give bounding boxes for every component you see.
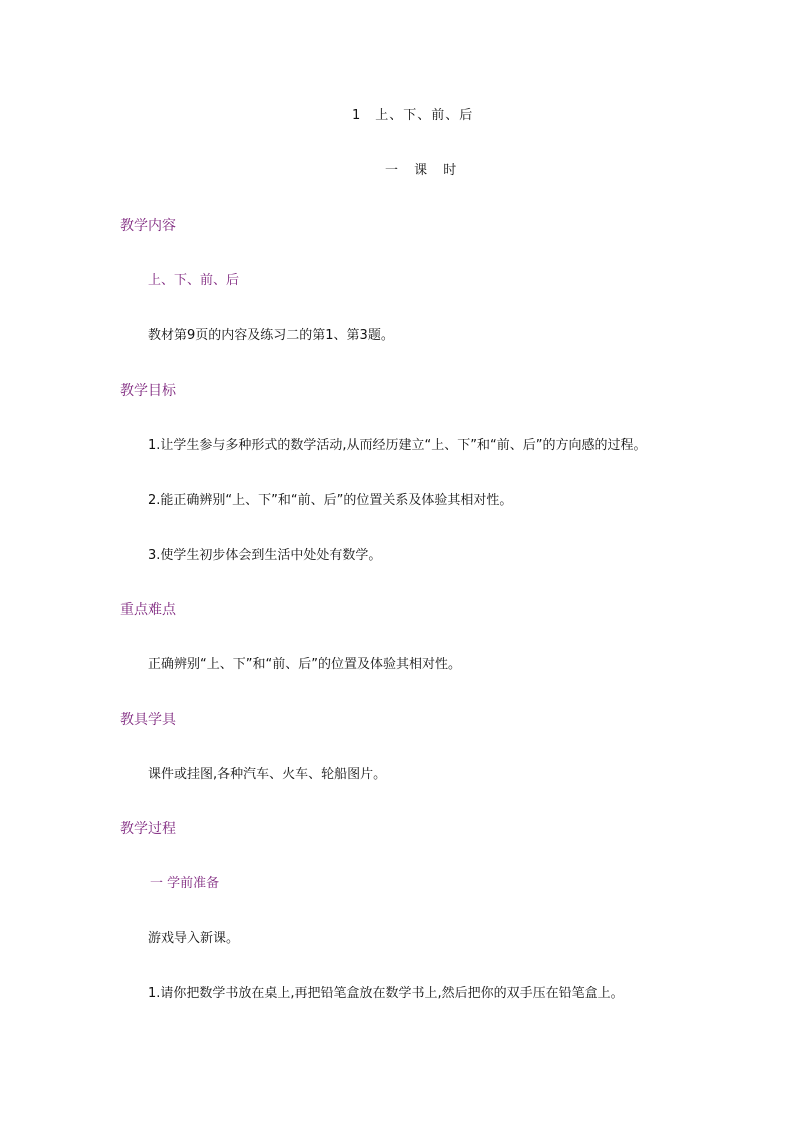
- objective-item-2: 2.能正确辨别“上、下”和“前、后”的位置关系及体验其相对性。: [148, 493, 513, 508]
- page-title: 1 上、下、前、后: [352, 108, 474, 123]
- process-item-1: 1.请你把数学书放在桌上,再把铅笔盒放在数学书上,然后把你的双手压在铅笔盒上。: [148, 986, 624, 1001]
- subsection-heading-up-down-front-back: 上、下、前、后: [148, 273, 240, 288]
- content-paragraph: 教材第9页的内容及练习二的第1、第3题。: [148, 328, 394, 343]
- objective-item-3: 3.使学生初步体会到生活中处处有数学。: [148, 548, 382, 563]
- key-points-paragraph: 正确辨别“上、下”和“前、后”的位置及体验其相对性。: [148, 657, 461, 672]
- page-subtitle: 一 课 时: [385, 163, 463, 178]
- section-heading-teaching-objectives: 教学目标: [120, 383, 176, 399]
- tools-paragraph: 课件或挂图,各种汽车、火车、轮船图片。: [148, 767, 387, 782]
- section-heading-teaching-tools: 教具学具: [120, 712, 176, 728]
- section-heading-teaching-process: 教学过程: [120, 821, 176, 837]
- section-heading-key-points: 重点难点: [120, 602, 176, 618]
- process-step-heading: 一 学前准备: [150, 876, 220, 891]
- process-intro: 游戏导入新课。: [148, 931, 240, 946]
- section-heading-teaching-content: 教学内容: [120, 218, 176, 234]
- objective-item-1: 1.让学生参与多种形式的数学活动,从而经历建立“上、下”和“前、后”的方向感的过程。: [148, 438, 647, 453]
